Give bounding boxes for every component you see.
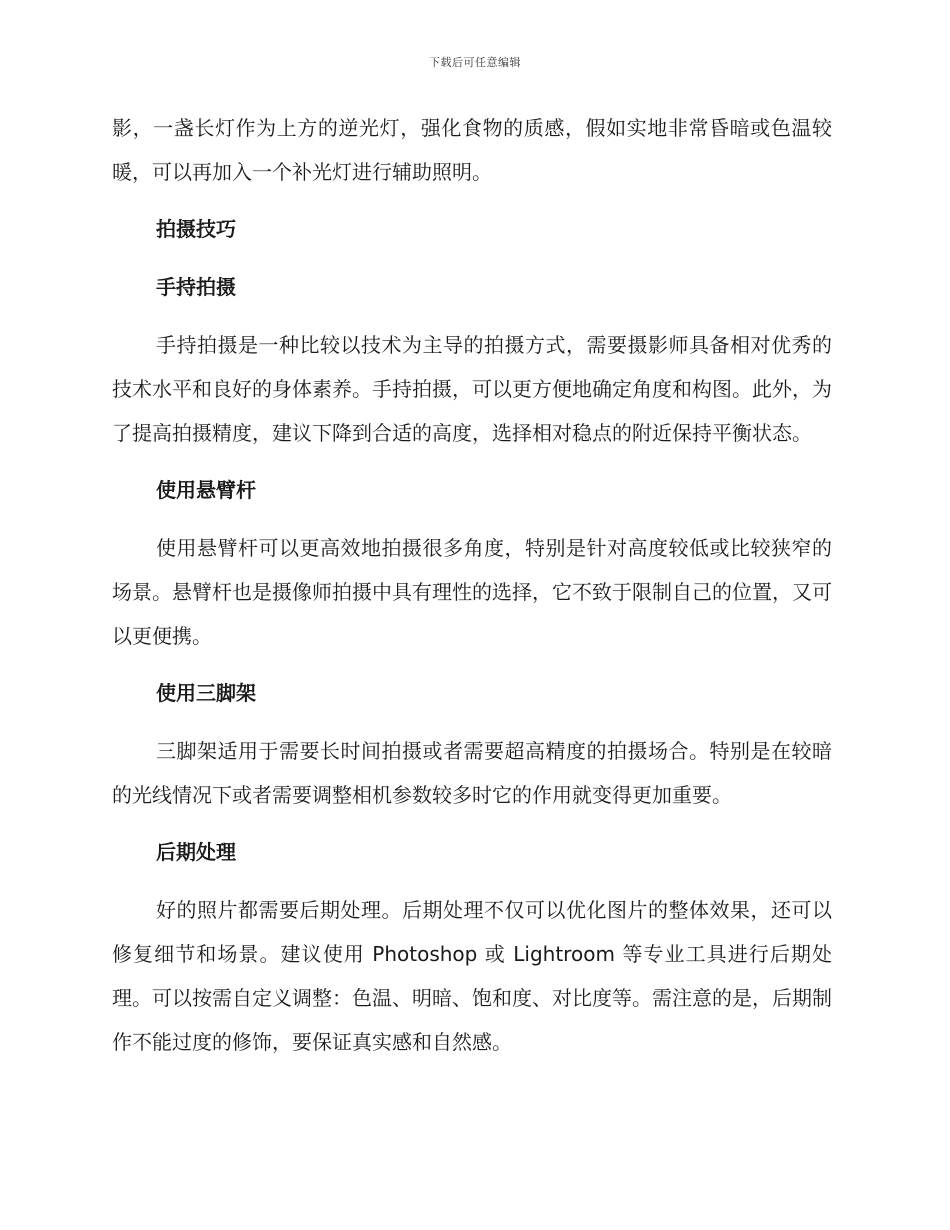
subheading-tripod: 使用三脚架 [156, 681, 256, 705]
section-heading-post-processing: 后期处理 [156, 840, 236, 864]
paragraph-tripod: 三脚架适用于需要长时间拍摄或者需要超高精度的拍摄场合。特别是在较暗的光线情况下或者需要调整相机参数较多时它的作用就变得更加重要。 [112, 739, 832, 807]
paragraph-lighting-continued: 影，一盏长灯作为上方的逆光灯，强化食物的质感，假如实地非常昏暗或色温较暖，可以再加入一个补光灯进行辅助照明。 [112, 116, 832, 184]
paragraph-boom-pole: 使用悬臂杆可以更高效地拍摄很多角度，特别是针对高度较低或比较狭窄的场景。悬臂杆也是摄像师拍摄中具有理性的选择，它不致于限制自己的位置，又可以更便携。 [112, 536, 832, 648]
page-header: 下载后可任意编辑 [429, 56, 521, 69]
document-body [112, 106, 832, 1077]
paragraph-handheld: 手持拍摄是一种比较以技术为主导的拍摄方式，需要摄影师具备相对优秀的技术水平和良好的身体素养。手持拍摄，可以更方便地确定角度和构图。此外，为了提高拍摄精度，建议下降到合适的高度，选择相对稳点的附近保持平衡状态。 [112, 333, 832, 445]
section-heading-shooting-tips: 拍摄技巧 [156, 217, 236, 241]
subheading-handheld: 手持拍摄 [156, 275, 236, 299]
subheading-boom-pole: 使用悬臂杆 [156, 478, 256, 502]
paragraph-post-processing: 好的照片都需要后期处理。后期处理不仅可以优化图片的整体效果，还可以修复细节和场景。建议使用 Photoshop 或 Lightroom 等专业工具进行后期处理。可以按需自定义调整：色温、明暗、饱和度、对比度等。需注意的是，后期制作不能过度的修饰，要保证真实感和自然感。 [112, 898, 832, 1054]
